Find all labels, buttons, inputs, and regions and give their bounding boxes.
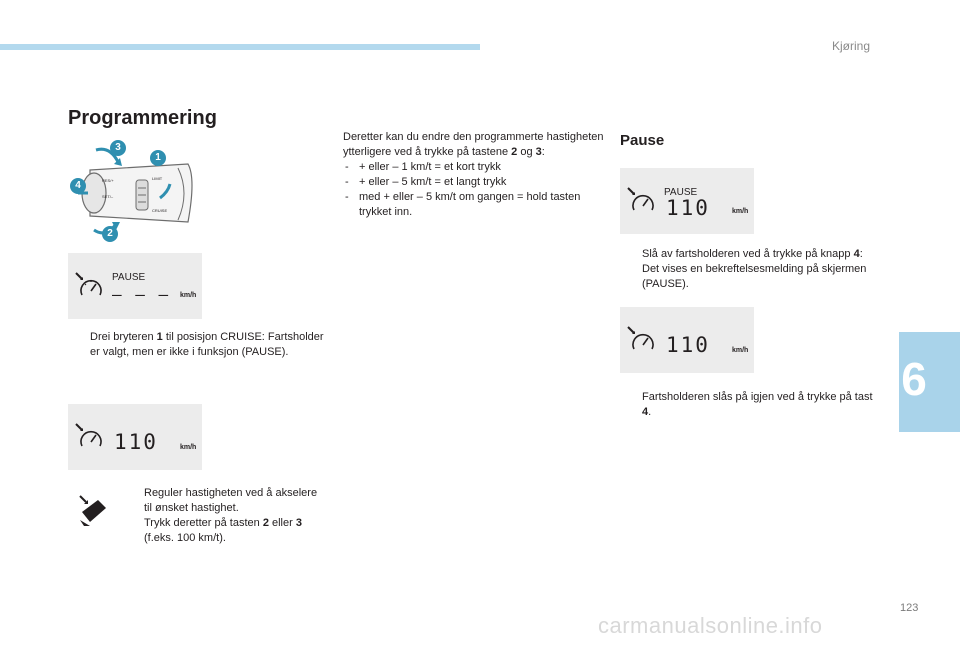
step-select-cruise [68, 330, 328, 360]
unit-label: km/h [732, 347, 749, 354]
intro-end: : [541, 146, 545, 158]
step2-text-b: (f.eks. 100 km/t). [144, 532, 226, 544]
step2-key-a: 2 [262, 517, 269, 529]
callout-4: 4 [70, 178, 86, 194]
display-speed-110-resume [620, 307, 754, 373]
speedometer-icon [626, 325, 656, 355]
lever-drawing [68, 138, 202, 248]
display-pause-dashes [68, 253, 202, 319]
watermark-text: carmanualsonline.info [598, 613, 823, 638]
unit-label: km/h [180, 444, 197, 451]
speed-value: 110 [114, 430, 158, 454]
resume-text-a: Fartsholderen slås på igjen ved å trykke på tast [642, 391, 873, 403]
speed-dashes: – – – [112, 285, 171, 304]
unit-label: km/h [732, 208, 749, 215]
callout-2: 2 [102, 226, 118, 242]
list-item: - + eller – 5 km/t = et langt trykk [343, 175, 605, 190]
callout-1: 1 [150, 150, 166, 166]
list-item: - med + eller – 5 km/t om gangen = hold tasten trykket inn. [343, 190, 605, 220]
section-title: Kjøring [832, 39, 871, 53]
lever-label-cruise: CRUISE [152, 208, 168, 213]
heading-programmering: Programmering [68, 107, 217, 129]
cruise-lever-illustration [68, 138, 202, 248]
step1-text-a: Drei bryteren [90, 331, 157, 343]
accelerator-pedal-icon [76, 494, 108, 528]
heading-pause: Pause [620, 132, 665, 149]
step2-text-mid: eller [268, 517, 296, 529]
lever-label-limit: LIMIT [152, 176, 163, 181]
step-resume [620, 390, 882, 420]
intro-mid: og [517, 146, 536, 158]
intro-key-b: 3 [535, 146, 542, 158]
speed-value: 110 [666, 196, 710, 220]
pause-text-a: Slå av fartsholderen ved å trykke på knapp [642, 248, 854, 260]
speed-value: 110 [666, 333, 710, 357]
step-set-speed [122, 486, 328, 546]
page-number: 123 [900, 602, 919, 614]
pause-label: PAUSE [664, 187, 698, 198]
step-pause [620, 247, 882, 292]
unit-label: km/h [180, 292, 197, 299]
intro-a: Deretter kan du endre den programmerte hastigheten ytterligere ved å trykke på tastene [343, 131, 604, 158]
callout-3: 3 [110, 140, 126, 156]
display-pause-110 [620, 168, 754, 234]
lever-label-res: RES/+ [102, 178, 114, 183]
intro-key-a: 2 [511, 146, 518, 158]
lever-label-set: SET/– [102, 194, 114, 199]
speedometer-icon [626, 186, 656, 216]
step2-key-b: 3 [295, 517, 302, 529]
resume-key: 4 [642, 406, 649, 418]
step1-key: 1 [156, 331, 163, 343]
adjust-speed-text [343, 130, 605, 220]
list-item: - + eller – 1 km/t = et kort trykk [343, 160, 605, 175]
resume-text-b: . [648, 406, 652, 418]
pause-key: 4 [853, 248, 860, 260]
step2-line1: Reguler hastigheten ved å akselere til ønsket hastighet. [144, 487, 318, 514]
chapter-number: 6 [901, 353, 927, 405]
header-accent-bar [0, 44, 480, 50]
display-speed-110 [68, 404, 202, 470]
speedometer-icon [74, 422, 104, 452]
pause-label: PAUSE [112, 272, 146, 283]
adjust-list [343, 160, 605, 220]
step2-text-a: Trykk deretter på tasten [144, 517, 263, 529]
step1-text-b: til posisjon CRUISE: Fartsholder er valgt, men er ikke i funksjon (PAUSE). [90, 331, 324, 358]
pause-text-b: : Det vises en bekreftelsesmelding på skjermen (PAUSE). [642, 248, 867, 290]
speedometer-icon [74, 271, 104, 301]
